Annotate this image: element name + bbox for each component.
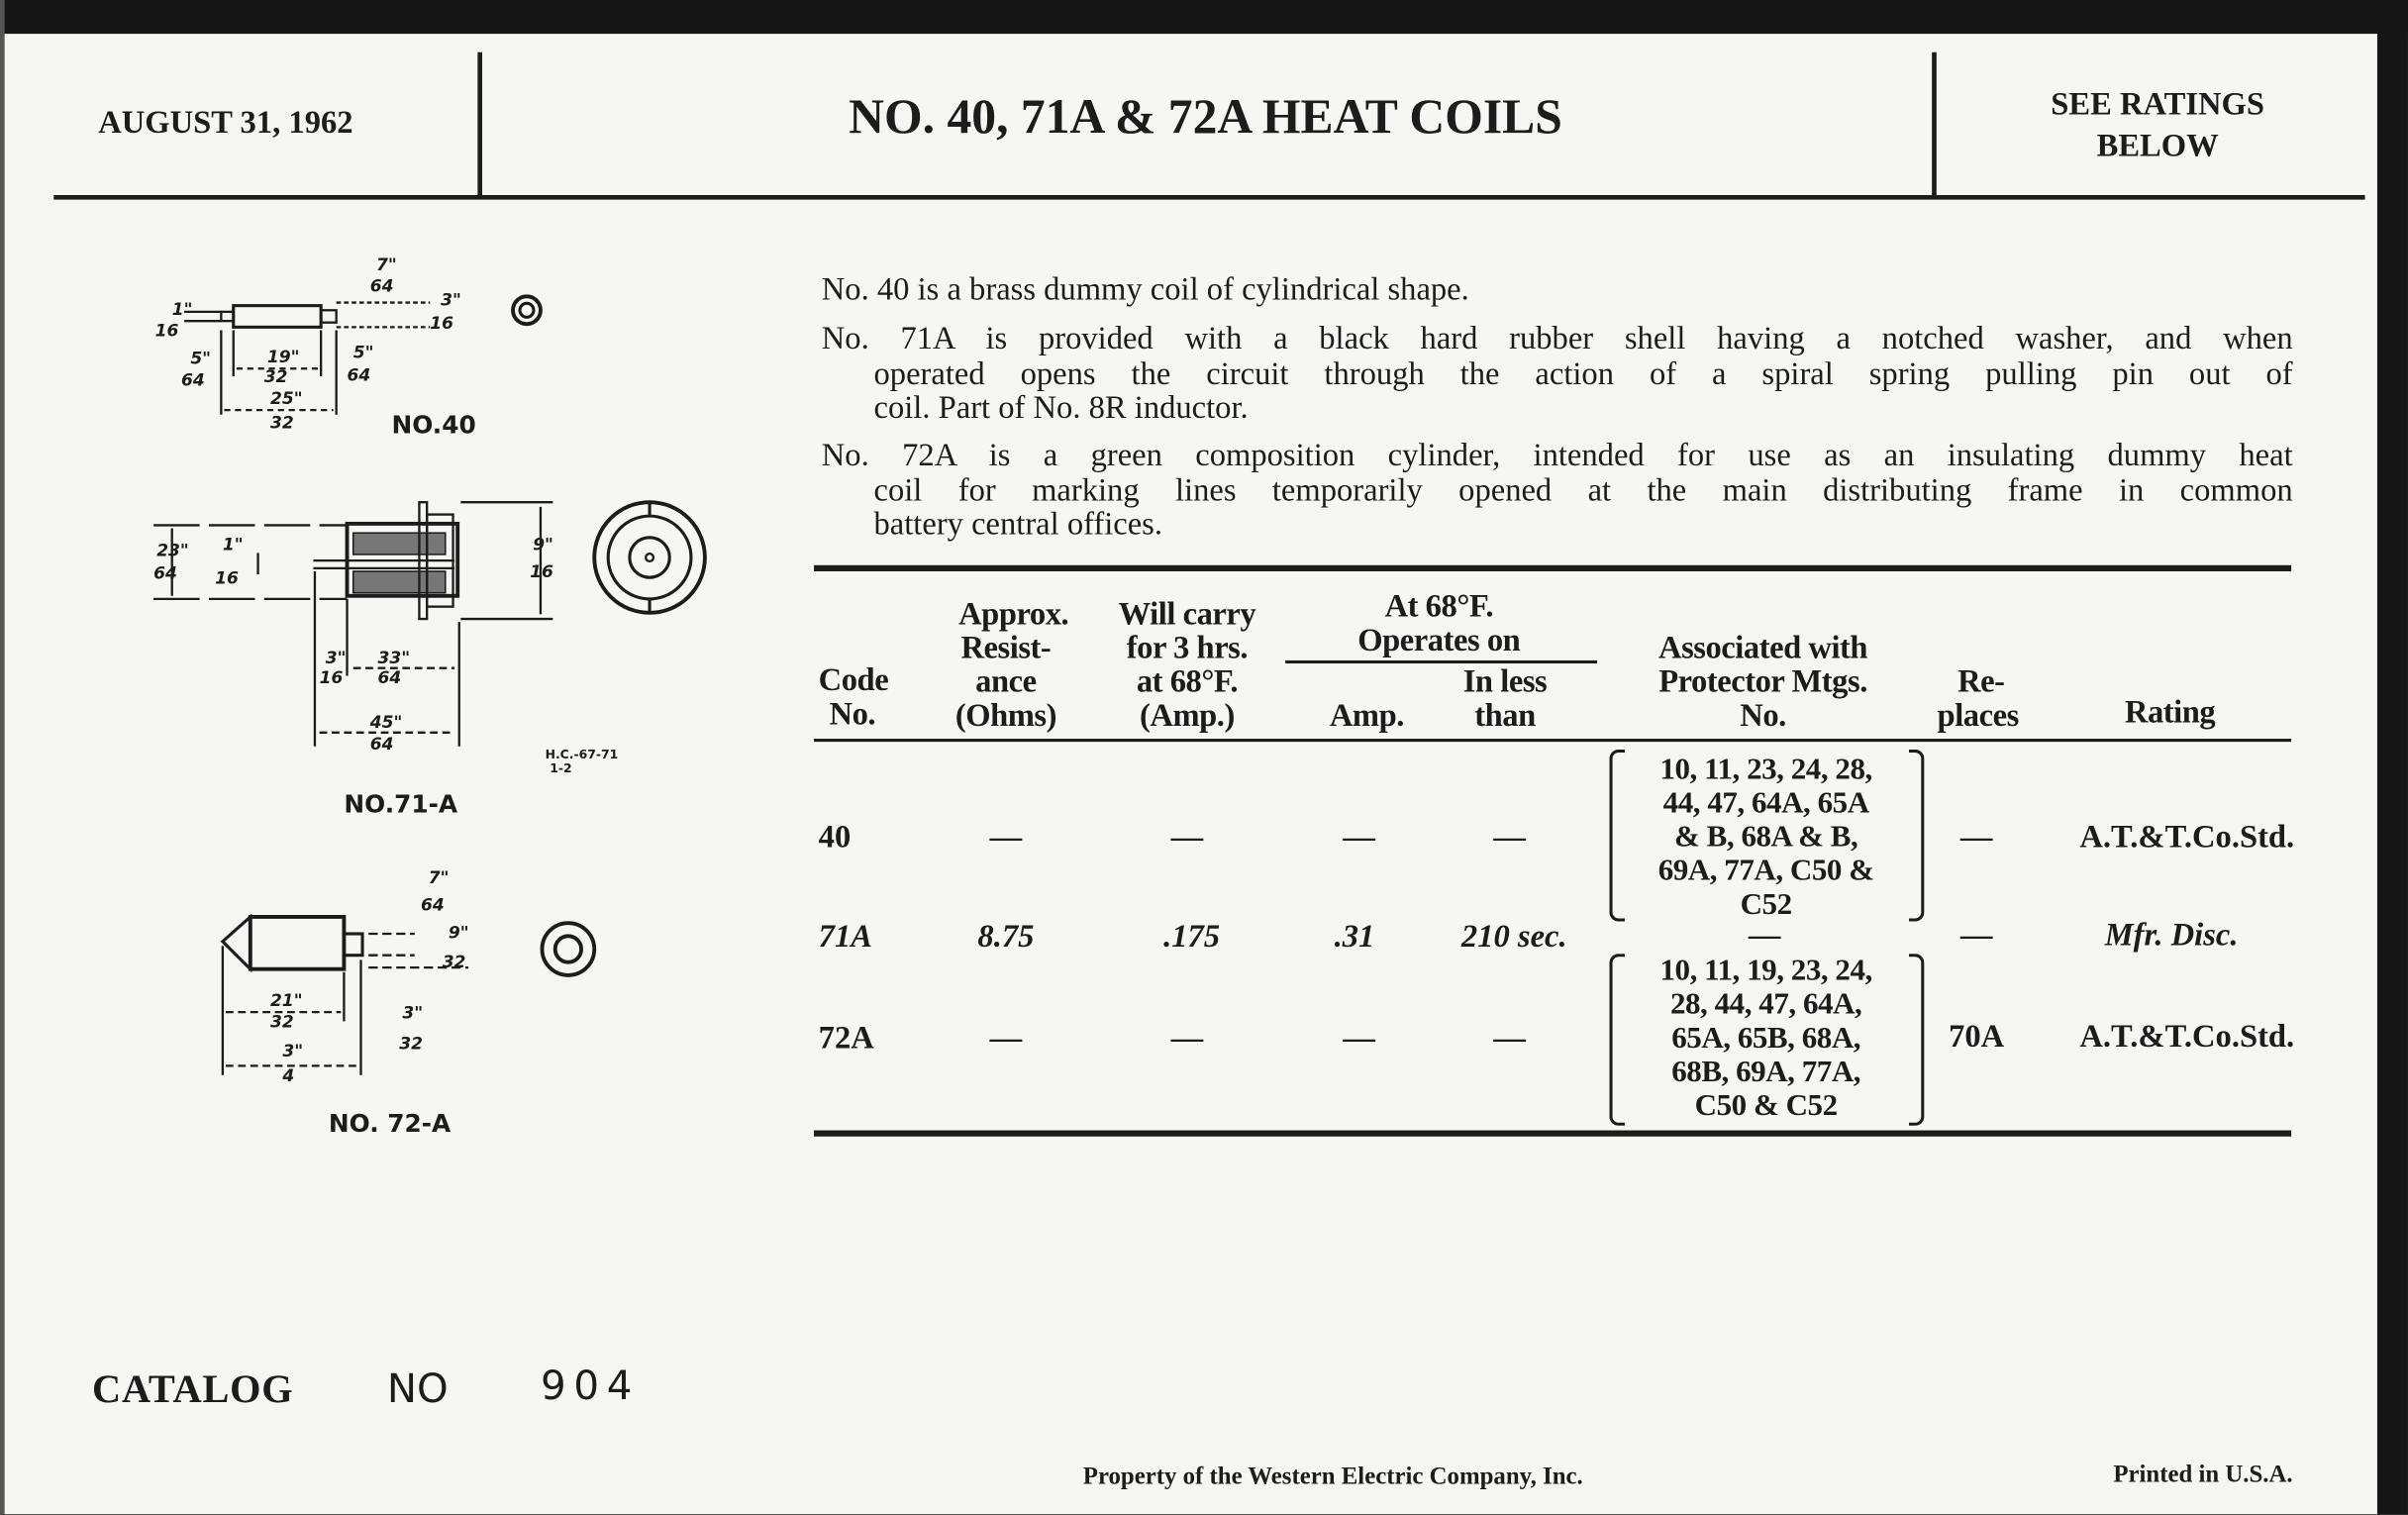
mounting-line: C52 (1740, 887, 1792, 922)
dimension: 32 (263, 367, 288, 388)
cell-replaces: — (1959, 916, 1993, 954)
dimension: 64 (420, 895, 445, 916)
mounting-line: 44, 47, 64A, 65A (1662, 786, 1869, 821)
cell-rating: A.T.&T.Co.Std. (2079, 817, 2295, 856)
cell-resistance: — (989, 817, 1023, 856)
mounting-line: 28, 44, 47, 64A, (1669, 987, 1862, 1022)
dimension: 9" (448, 923, 469, 944)
dimension: 19" (266, 348, 300, 368)
cell-carry: — (1170, 1019, 1204, 1057)
cell-carry: .175 (1163, 917, 1221, 955)
description-no40 (821, 269, 2293, 308)
dimension: 45" (369, 713, 403, 734)
dimension: 33" (377, 649, 411, 669)
th-rating: Rating (2124, 693, 2216, 731)
dimension: 16 (530, 562, 553, 583)
dimension: 5" (352, 343, 374, 363)
table-bottom-rule (814, 1131, 2291, 1137)
dimension: 7" (375, 254, 397, 275)
th-associated: Protector Mtgs. (1658, 662, 1867, 700)
dimension: 9" (533, 535, 553, 556)
th-in-less: than (1474, 696, 1536, 734)
description-line: No. 40 is a brass dummy coil of cylindrical shape. (821, 269, 1469, 308)
dimension: 16 (319, 668, 344, 689)
cell-amp: — (1343, 1019, 1375, 1057)
cell-amp: — (1343, 817, 1375, 856)
cell-in-less: — (1493, 1019, 1526, 1057)
dimension: 21" (269, 990, 303, 1011)
cell-resistance: — (989, 1019, 1023, 1057)
dimension: 7" (428, 867, 450, 888)
dimension: 3" (402, 1003, 424, 1024)
ratings-note-line1: SEE RATINGS (2051, 85, 2265, 123)
th-operates-group: At 68°F. (1384, 587, 1494, 625)
dimension: 64 (369, 276, 394, 297)
th-carry: at 68°F. (1136, 662, 1239, 700)
mounting-line: 68B, 69A, 77A, (1671, 1055, 1861, 1089)
dimension: 64 (377, 668, 402, 689)
dimension: 3" (282, 1042, 304, 1062)
description-line: battery central offices. (873, 505, 1163, 543)
dimension: 1" (171, 299, 193, 320)
description-no72a (822, 438, 2293, 542)
cell-rating: A.T.&T.Co.Std. (2079, 1017, 2295, 1055)
dimension: 1" (222, 535, 244, 556)
dimension: 32 (442, 953, 466, 973)
cell-replaces: 70A (1949, 1017, 2005, 1055)
th-carry: (Amp.) (1140, 696, 1235, 734)
footer-property: Property of the Western Electric Company, Inc. (1082, 1464, 1583, 1490)
dimension: 32 (399, 1034, 423, 1055)
cell-code: 71A (818, 917, 872, 955)
description-line: coil. Part of No. 8R inductor. (873, 388, 1249, 426)
drawing-label: NO.40 (391, 410, 476, 440)
drawing-label: NO.71-A (344, 789, 458, 819)
cell-carry: — (1170, 817, 1204, 856)
left-brace (1609, 750, 1625, 922)
catalog-label: CATALOG (92, 1366, 294, 1412)
th-carry: Will carry (1118, 595, 1256, 633)
heat-coil-drawings (0, 0, 860, 1167)
cell-resistance: 8.75 (977, 917, 1035, 955)
dimension: 32 (269, 1012, 294, 1033)
description-line: operated opens the circuit through the action of a spiral spring pulling pin out of (873, 354, 2293, 391)
cell-amp: .31 (1334, 917, 1375, 955)
catalog-number: 904 (540, 1364, 641, 1410)
dimension: 25" (269, 388, 303, 409)
cell-in-less: — (1493, 817, 1526, 856)
th-resistance: (Ohms) (954, 696, 1056, 734)
left-brace (1609, 954, 1625, 1126)
mounting-line: & B, 68A & B, (1674, 820, 1858, 855)
cell-code: 40 (818, 817, 852, 856)
right-brace (1909, 954, 1925, 1126)
dimension: 64 (181, 370, 205, 391)
th-associated: No. (1740, 696, 1786, 734)
description-line: No. 72A is a green composition cylinder, intended for use as an insulating dummy heat (821, 436, 2293, 473)
header-date: AUGUST 31, 1962 (98, 103, 353, 141)
drawing-no40 (155, 255, 541, 439)
dimension: 16 (215, 568, 239, 589)
drawing-reference: 1-2 (550, 760, 572, 776)
dimension: 3" (325, 649, 347, 669)
cell-in-less: 210 sec. (1460, 917, 1567, 955)
th-code: Code (818, 660, 889, 698)
ratings-note-line2: BELOW (2096, 126, 2219, 164)
dimension: 5" (190, 349, 212, 369)
th-operates-rule (1285, 660, 1597, 663)
dimension: 23" (156, 541, 189, 561)
description-line: No. 71A is provided with a black hard rubber shell having a notched washer, and when (821, 319, 2293, 356)
drawing-no71a (153, 502, 705, 818)
scan-border-right (2377, 0, 2408, 1514)
dimension: 16 (430, 313, 454, 334)
th-replaces: places (1937, 696, 2019, 734)
mounting-line: 69A, 77A, C50 & (1657, 854, 1874, 888)
table-header-rule (814, 739, 2291, 742)
drawing-reference: H.C.-67-71 (545, 747, 619, 762)
cell-code: 72A (818, 1019, 874, 1057)
drawing-label: NO. 72-A (328, 1109, 452, 1139)
th-code: No. (829, 694, 876, 733)
drawing-no72a (223, 868, 594, 1138)
cell-mountings (1659, 954, 1871, 1123)
description-no71a (822, 321, 2293, 425)
right-brace (1909, 750, 1925, 922)
th-resistance: Resist- (960, 629, 1052, 666)
th-in-less: In less (1462, 662, 1548, 700)
cell-replaces: — (1959, 817, 1993, 856)
mounting-line: 10, 11, 23, 24, 28, (1659, 752, 1872, 787)
mounting-line: 10, 11, 19, 23, 24, (1659, 954, 1872, 988)
footer-printed: Printed in U.S.A. (2113, 1462, 2293, 1488)
th-amp: Amp. (1329, 696, 1404, 734)
cell-mountings: — (1748, 916, 1781, 954)
th-operates-group: Operates on (1357, 621, 1521, 658)
page-title: NO. 40, 71A & 72A HEAT COILS (849, 88, 1562, 145)
cell-rating: Mfr. Disc. (2104, 916, 2239, 954)
th-associated: Associated with (1658, 629, 1868, 666)
dimension: 32 (269, 413, 294, 434)
mounting-line: C50 & C52 (1694, 1088, 1838, 1123)
dimension: 16 (154, 321, 179, 342)
th-resistance: ance (975, 662, 1037, 700)
dimension: 64 (153, 563, 177, 584)
mounting-line: 65A, 65B, 68A, (1671, 1021, 1861, 1056)
th-replaces: Re- (1957, 662, 2005, 700)
header-divider (1932, 52, 1937, 198)
table-top-rule (814, 565, 2291, 571)
th-resistance: Approx. (958, 595, 1069, 633)
dimension: 64 (369, 734, 394, 755)
th-carry: for 3 hrs. (1126, 629, 1249, 666)
cell-mountings (1658, 753, 1874, 922)
dimension: 64 (347, 365, 371, 386)
catalog-no-label: NO (386, 1366, 449, 1413)
dimension: 4 (282, 1065, 295, 1086)
dimension: 3" (441, 290, 461, 311)
description-line: coil for marking lines temporarily opened at the main distributing frame in common (873, 470, 2293, 508)
